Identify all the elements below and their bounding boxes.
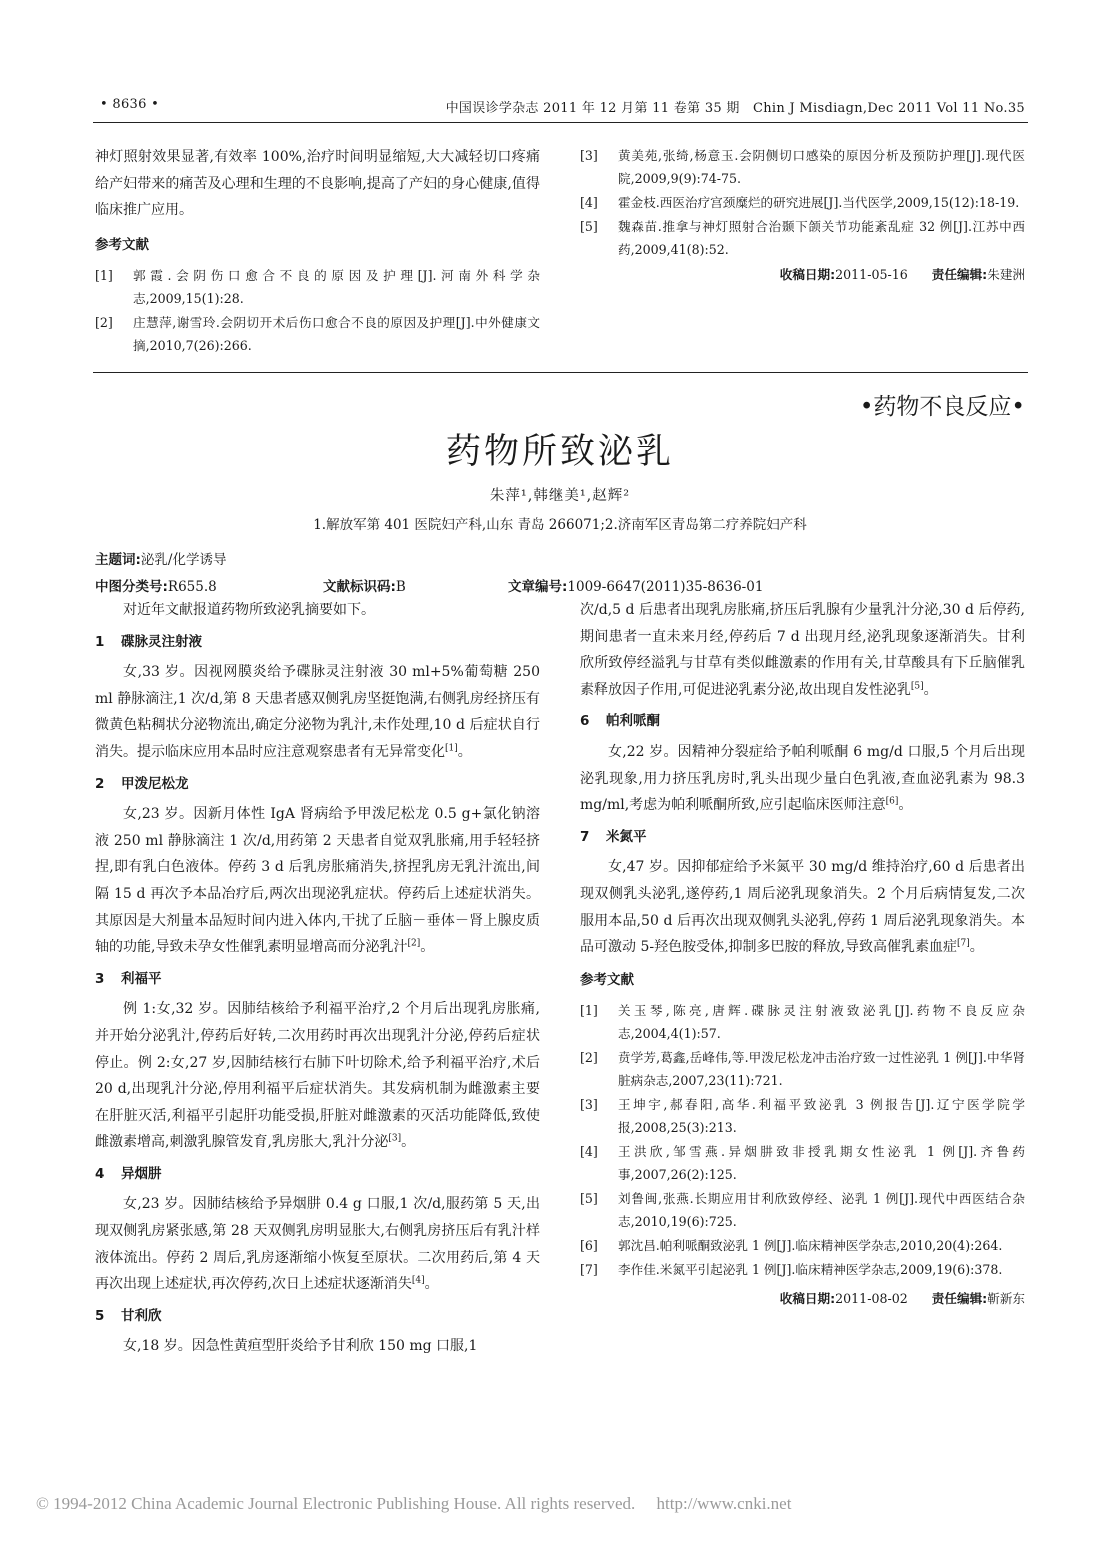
reference-item: [6] 郭沈昌.帕利哌酮致泌乳 1 例[J].临床精神医学杂志,2010,20(4):264. [580,1238,1003,1254]
section-heading: 1 碟脉灵注射液 [95,633,202,650]
reference-item: [2] 庄慧萍,谢雪玲.会阴切开术后伤口愈合不良的原因及护理[J].中外健康文摘,2010,7(26):266. [95,315,540,354]
intro-paragraph: 对近年文献报道药物所致泌乳摘要如下。 [123,602,375,618]
reference-item: [4] 王洪欣,邹雪燕.异烟肼致非授乳期女性泌乳 1 例[J].齐鲁药事,2007,26(2):125. [580,1144,1025,1183]
prev-refs-title: 参考文献 [95,236,149,253]
article-authors: 朱萍¹,韩继美¹,赵辉² [489,488,631,504]
prev-article-tail-text: 神灯照射效果显著,有效率 100%,治疗时间明显缩短,大大减轻切口疼痛给产妇带来的痛苦及心理和生理的不良影响,提高了产妇的身心健康,值得临床推广应用。 [95,149,540,219]
reference-item: [5] 魏森苗.推拿与神灯照射合治颞下颌关节功能紊乱症 32 例[J].江苏中西药,2009,41(8):52. [580,219,1025,257]
doc-code-field: 文献标识码:B [323,579,406,595]
section-heading: 6 帕利哌酮 [580,713,660,730]
section-heading: 2 甲泼尼松龙 [95,775,189,792]
section-paragraph-continued: 女,18 岁。因急性黄疸型肝炎给予甘利欣 150 mg 口服,1 [123,1338,478,1355]
body-right-column [580,597,1025,1311]
section-paragraph: 例 1:女,32 岁。因肺结核给予利福平治疗,2 个月后出现乳房胀痛,并开始分泌乳汁,停药后好转,二次用药时再次出现乳汁分泌,停药后症状停止。例 2:女,27 岁,因肺结核行右肺下叶切除术,给予利福平治疗,术后 20 d,出现乳汁分泌,停用利福平后症状消失。其发病机制为雌激素主要在肝脏灭活,利福平引起肝功能受损,肝脏对雌激素的灭活功能降低,致使雌激素增高,刺激乳腺管发育,乳房胀大,乳汁分泌[3]。 [95,1001,540,1151]
reference-item: [3] 王坤宇,郝春阳,高华.利福平致泌乳 3 例报告[J].辽宁医学院学报,2008,25(3):213. [580,1097,1025,1136]
section-heading: 7 米氮平 [580,828,647,845]
section-paragraph-continuation: 次/d,5 d 后患者出现乳房胀痛,挤压后乳腺有少量乳汁分泌,30 d 后停药,期间患者一直未来月经,停药后 7 d 出现月经,泌乳现象逐渐消失。甘利欣所致停经溢乳与甘草有类似雌激素的作用有关,甘草酸具有下丘脑催乳素释放因子作用,可促进泌乳素分泌,故出现自发性泌乳[5]。 [580,602,1025,698]
section-heading: 3 利福平 [95,970,162,987]
section-paragraph: 女,33 岁。因视网膜炎给予碟脉灵注射液 30 ml+5%葡萄糖 250 ml 静脉滴注,1 次/d,第 8 天患者感双侧乳房坚挺饱满,右侧乳房经挤压有微黄色粘稠状分泌物流出,确定分泌物为乳汁,未作处理,10 d 后症状自行消失。提示临床应用本品时应注意观察患者有无异常变化[1]。 [95,664,540,760]
section-heading: 5 甘利欣 [95,1307,162,1324]
reference-item: [5] 刘鲁闽,张燕.长期应用甘利欣致停经、泌乳 1 例[J].现代中西医结合杂志,2010,19(6):725. [580,1191,1025,1230]
clc-field: 中图分类号:R655.8 [95,579,217,595]
received-line: 收稿日期:2011-08-02 责任编辑:靳新东 [779,1291,1025,1307]
section-paragraph: 女,23 岁。因肺结核给予异烟肼 0.4 g 口服,1 次/d,服药第 5 天,出现双侧乳房紧张感,第 28 天双侧乳房明显胀大,右侧乳房挤压后有乳汁样液体流出。停药 2 周后,乳房逐渐缩小恢复至原状。二次用药后,第 4 天再次出现上述症状,再次停药,次日上述症状逐渐消失[4]。 [95,1196,540,1293]
keywords-line: 主题词:泌乳/化学诱导 [95,552,227,568]
section-label: •药物不良反应• [859,394,1025,420]
copyright-footer: © 1994-2012 China Academic Journal Electronic Publishing House. All rights reserved. http://www.cnki.net [36,1494,792,1513]
article-title: 药物所致泌乳 [445,432,674,472]
reference-item: [2] 贲学芳,葛鑫,岳峰伟,等.甲泼尼松龙冲击治疗致一过性泌乳 1 例[J].中华肾脏病杂志,2007,23(11):721. [580,1050,1025,1089]
article-number-field: 文章编号:1009-6647(2011)35-8636-01 [508,579,764,595]
article-separator-rule [93,372,1028,373]
header-rule [93,122,1028,123]
article-affiliation: 1.解放军第 401 医院妇产科,山东 青岛 266071;2.济南军区青岛第二疗养院妇产科 [313,517,807,533]
prev-article-right [580,144,1025,287]
reference-item: [1] 关玉琴,陈亮,唐辉.碟脉灵注射液致泌乳[J].药物不良反应杂志,2004,4(1):57. [580,1003,1025,1042]
section-paragraph: 女,47 岁。因抑郁症给予米氮平 30 mg/d 维持治疗,60 d 后患者出现双侧乳头泌乳,遂停药,1 周后泌乳现象消失。2 个月后病情复发,二次服用本品,50 d 后再次出现双侧乳头泌乳,停药 1 周后泌乳现象消失。本品可激动 5-羟色胺受体,抑制多巴胺的释放,导致高催乳素血症[7]。 [580,859,1025,956]
reference-item: [3] 黄美苑,张绮,杨意玉.会阴侧切口感染的原因分析及预防护理[J].现代医院,2009,9(9):74-75. [580,148,1025,186]
section-paragraph: 女,23 岁。因新月体性 IgA 肾病给予甲泼尼松龙 0.5 g+氯化钠溶液 250 ml 静脉滴注 1 次/d,用药第 2 天患者自觉双乳胀痛,用手轻轻挤捏,即有乳白色液体。停药 3 d 后乳房胀痛消失,挤捏乳房无乳汁流出,间隔 15 d 再次予本品冶疗后,两次出现泌乳症状。停药后上述症状消失。其原因是大剂量本品短时间内进入体内,干扰了丘脑－垂体－肾上腺皮质轴的功能,导致未孕女性催乳素明显增高而分泌乳汁[2]。 [95,806,540,956]
body-left-column [95,597,540,1360]
section-heading: 4 异烟肼 [95,1165,162,1182]
reference-item: [7] 李作佳.米氮平引起泌乳 1 例[J].临床精神医学杂志,2009,19(6):378. [580,1262,1003,1278]
section-paragraph: 女,22 岁。因精神分裂症给予帕利哌酮 6 mg/d 口服,5 个月后出现泌乳现象,用力挤压乳房时,乳头出现少量白色乳液,查血泌乳素为 98.3 mg/ml,考虑为帕利哌酮所致,应引起临床医师注意[6]。 [580,743,1025,814]
reference-item: [4] 霍金枝.西医治疗宫颈糜烂的研究进展[J].当代医学,2009,15(12):18-19. [580,195,1020,210]
prev-received-line: 收稿日期:2011-05-16 责任编辑:朱建洲 [779,267,1025,282]
page-number: • 8636 • [100,97,160,112]
journal-header: 中国误诊学杂志 2011 年 12 月第 11 卷第 35 期 Chin J Misdiagn,Dec 2011 Vol 11 No.35 [445,101,1025,116]
refs-title: 参考文献 [580,971,634,988]
reference-item: [1] 郭霞.会阴伤口愈合不良的原因及护理[J].河南外科学杂志,2009,15(1):28. [95,268,540,307]
prev-article-left [95,144,540,358]
